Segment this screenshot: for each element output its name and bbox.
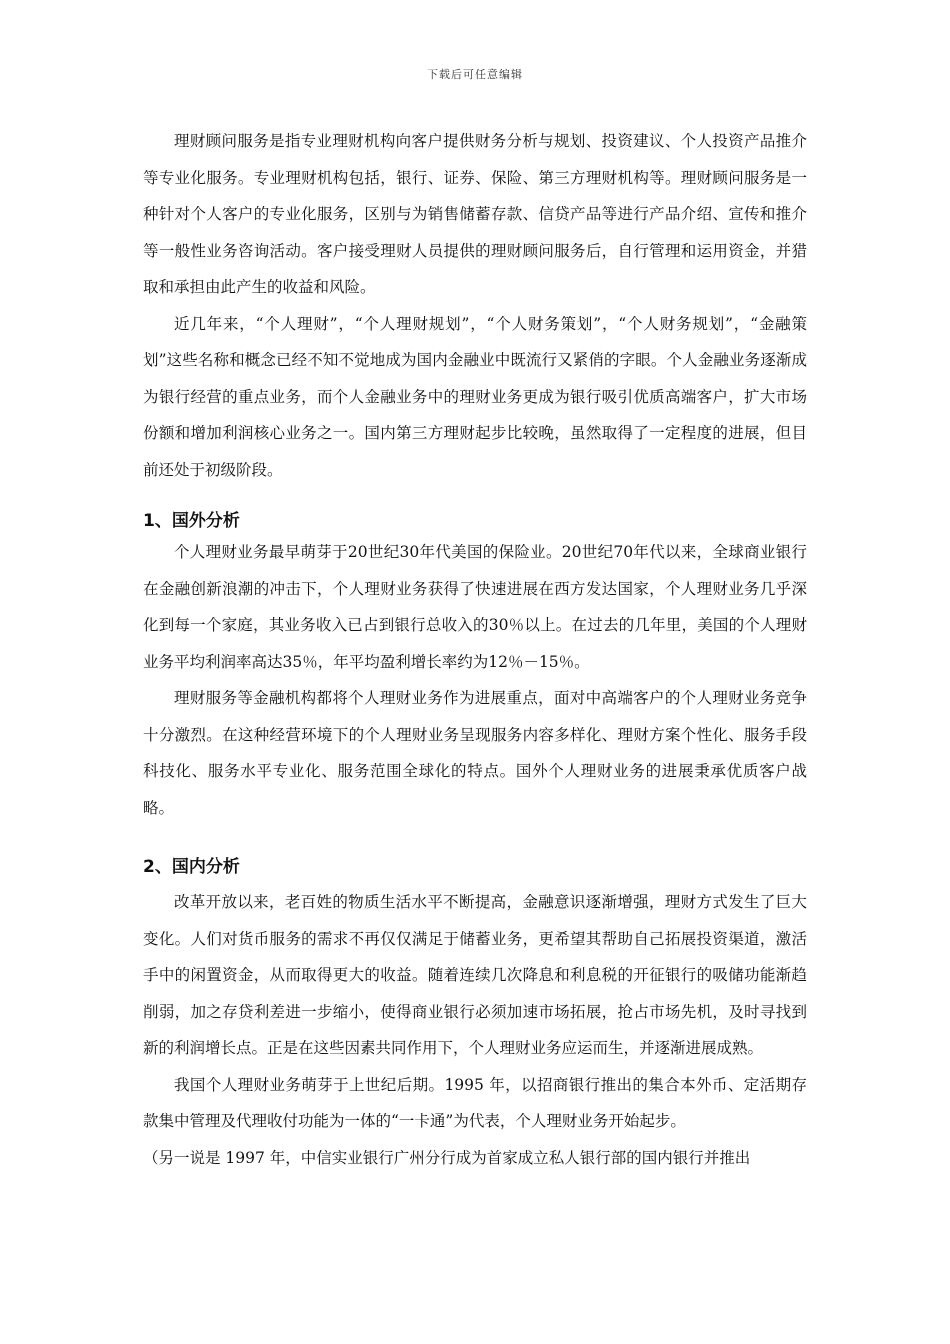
domestic-paragraph-1: 改革开放以来，老百姓的物质生活水平不断提高，金融意识逐渐增强，理财方式发生了巨大变化。人们对货币服务的需求不再仅仅满足于储蓄业务，更希望其帮助自己拓展投资渠道，激活手中的闲置资金，从而取得更大的收益。随着连续几次降息和利息税的开征银行的吸储功能渐趋削弱，加之存贷利差进一步缩小，使得商业银行必须加速市场拓展，抢占市场先机，及时寻找到新的利润增长点。正是在这些因素共同作用下，个人理财业务应运而生，并逐渐进展成熟。 bbox=[143, 893, 807, 1057]
intro-paragraph-2: 近几年来，“个人理财”，“个人理财规划”，“个人财务策划”，“个人财务规划”，“金融策划”这些名称和概念已经不知不觉地成为国内金融业中既流行又紧俏的字眼。个人金融业务逐渐成为银行经营的重点业务，而个人金融业务中的理财业务更成为银行吸引优质高端客户，扩大市场份额和增加利润核心业务之一。国内第三方理财起步比较晚，虽然取得了一定程度的进展，但目前还处于初级阶段。 bbox=[143, 314, 807, 479]
foreign-paragraph-1: 个人理财业务最早萌芽于20世纪30年代美国的保险业。20世纪70年代以来，全球商业银行在金融创新浪潮的冲击下，个人理财业务获得了快速进展在西方发达国家，个人理财业务几乎深化到每一个家庭，其业务收入已占到银行总收入的30％以上。在过去的几年里，美国的个人理财业务平均利润率高达35％，年平均盈利增长率约为12％－15％。 bbox=[143, 543, 807, 671]
document-body bbox=[143, 123, 807, 1176]
page-header-note: 下载后可任意编辑 bbox=[427, 68, 523, 81]
section-heading-foreign: 1、国外分析 bbox=[143, 511, 240, 531]
section-heading-domestic: 2、国内分析 bbox=[143, 857, 240, 877]
intro-paragraph-1: 理财顾问服务是指专业理财机构向客户提供财务分析与规划、投资建议、个人投资产品推介等专业化服务。专业理财机构包括，银行、证券、保险、第三方理财机构等。理财顾问服务是一种针对个人客户的专业化服务，区别与为销售储蓄存款、信贷产品等进行产品介绍、宣传和推介等一般性业务咨询活动。客户接受理财人员提供的理财顾问服务后，自行管理和运用资金，并猎取和承担由此产生的收益和风险。 bbox=[143, 132, 807, 296]
foreign-paragraph-2: 理财服务等金融机构都将个人理财业务作为进展重点，面对中高端客户的个人理财业务竞争十分激烈。在这种经营环境下的个人理财业务呈现服务内容多样化、理财方案个性化、服务手段科技化、服务水平专业化、服务范围全球化的特点。国外个人理财业务的进展秉承优质客户战略。 bbox=[143, 689, 807, 817]
domestic-paragraph-2: 我国个人理财业务萌芽于上世纪后期。1995 年，以招商银行推出的集合本外币、定活期存款集中管理及代理收付功能为一体的“一卡通”为代表，个人理财业务开始起步。 bbox=[143, 1075, 807, 1130]
domestic-paragraph-3: （另一说是 1997 年，中信实业银行广州分行成为首家成立私人银行部的国内银行并推出 bbox=[143, 1148, 751, 1167]
